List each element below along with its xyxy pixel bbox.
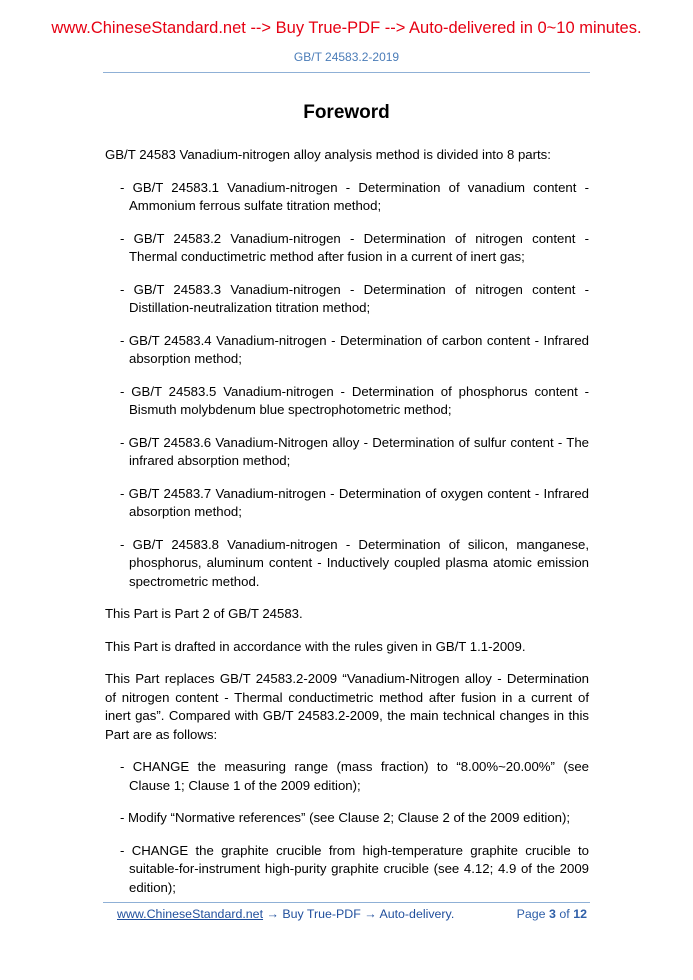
arrow-right-icon: → [266, 907, 279, 921]
page-indicator [517, 907, 587, 921]
part-list-item: - GB/T 24583.4 Vanadium-nitrogen - Determination of carbon content - Infrared absorption method; [120, 332, 589, 366]
document-id-header: GB/T 24583.2-2019 [293, 50, 400, 64]
footer-auto-delivery: Auto-delivery. [379, 907, 455, 921]
part-list-item: - GB/T 24583.3 Vanadium-nitrogen - Determination of nitrogen content - Distillation-neutralization titration method; [120, 281, 589, 315]
page-title: Foreword [303, 102, 390, 123]
replacement-paragraph: This Part replaces GB/T 24583.2-2009 “Vanadium-Nitrogen alloy - Determination of nitrogen content - Thermal conductimetric method after fusion in a current of inert gas”. Compared with GB/T 24583.2-2009, the main technical changes in this Part are as follows: [105, 671, 589, 742]
document-body [105, 146, 589, 897]
footer-divider [103, 902, 590, 903]
part-list-item: - GB/T 24583.5 Vanadium-nitrogen - Determination of phosphorus content - Bismuth molybdenum blue spectrophotometric method; [120, 383, 589, 417]
drafting-rules-paragraph: This Part is drafted in accordance with the rules given in GB/T 1.1-2009. [105, 638, 526, 654]
footer-buy-link[interactable]: Buy True-PDF [282, 907, 361, 921]
part-list-item: - GB/T 24583.6 Vanadium-Nitrogen alloy - Determination of sulfur content - The infrared absorption method; [120, 434, 589, 468]
part-list-item: - GB/T 24583.2 Vanadium-nitrogen - Determination of nitrogen content - Thermal conductimetric method after fusion in a current of inert gas; [120, 230, 589, 264]
change-list-item: - Modify “Normative references” (see Clause 2; Clause 2 of the 2009 edition); [120, 810, 571, 825]
footer-site-link[interactable]: www.ChineseStandard.net [117, 907, 264, 921]
part-list-item: - GB/T 24583.8 Vanadium-nitrogen - Determination of silicon, manganese, phosphorus, aluminum content - Inductively coupled plasma atomic emission spectrometric method. [120, 536, 589, 589]
page-of-label: of [559, 907, 570, 921]
part-number-paragraph: This Part is Part 2 of GB/T 24583. [105, 606, 303, 621]
part-list-item: - GB/T 24583.1 Vanadium-nitrogen - Determination of vanadium content - Ammonium ferrous sulfate titration method; [120, 179, 589, 213]
page-footer [117, 907, 587, 923]
header-divider [103, 72, 590, 73]
change-list-item: - CHANGE the graphite crucible from high-temperature graphite crucible to suitable-for-instrument high-purity graphite crucible (see 4.12; 4.9 of the 2009 edition); [120, 842, 589, 895]
part-list-item: - GB/T 24583.7 Vanadium-nitrogen - Determination of oxygen content - Infrared absorption method; [120, 485, 589, 519]
promo-banner[interactable]: www.ChineseStandard.net --> Buy True-PDF --> Auto-delivered in 0~10 minutes. [51, 19, 642, 37]
page-label: Page [516, 907, 546, 921]
intro-paragraph: GB/T 24583 Vanadium-nitrogen alloy analysis method is divided into 8 parts: [105, 147, 551, 162]
current-page-number: 3 [549, 907, 556, 921]
change-list-item: - CHANGE the measuring range (mass fraction) to “8.00%~20.00%” (see Clause 1; Clause 1 of the 2009 edition); [120, 759, 589, 793]
arrow-right-icon: → [364, 907, 377, 921]
total-pages: 12 [573, 907, 587, 921]
